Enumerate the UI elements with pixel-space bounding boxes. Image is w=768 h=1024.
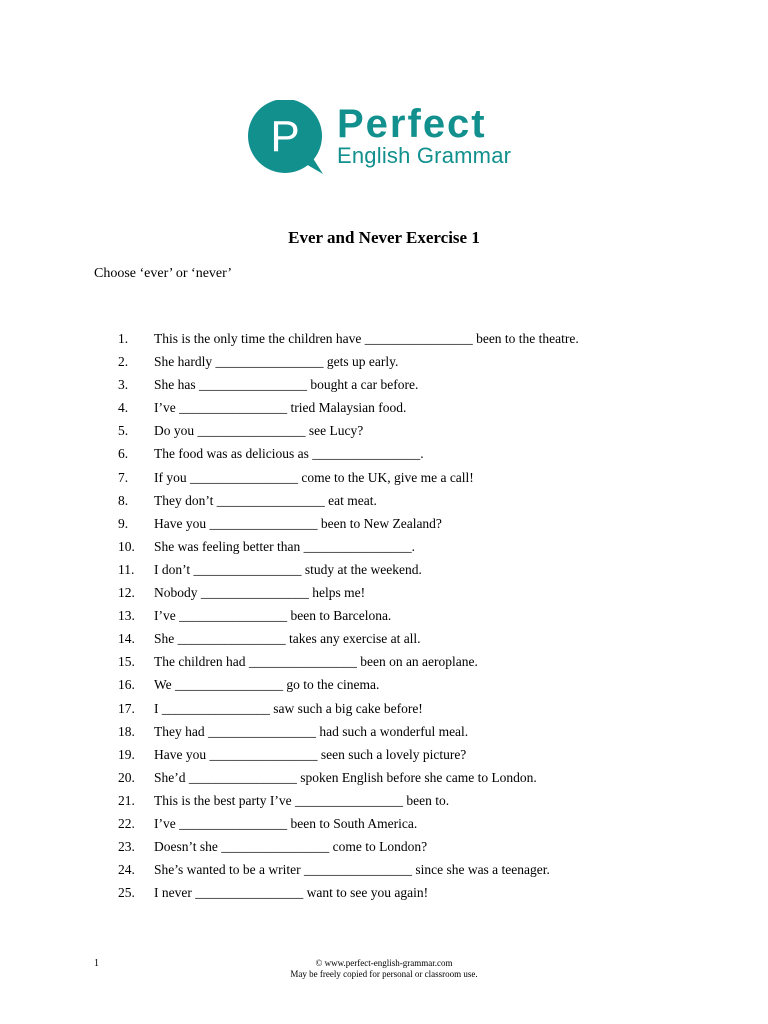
question-number: 17. [118, 700, 135, 716]
question-text: The children had ________________ been on an aeroplane. [154, 654, 478, 670]
question-item [118, 376, 579, 399]
question-text: She has ________________ bought a car before. [154, 377, 419, 393]
question-text: I ________________ saw such a big cake before! [154, 700, 423, 716]
question-number: 19. [118, 746, 135, 762]
question-item [118, 723, 579, 746]
footer [0, 958, 768, 980]
question-text: Nobody ________________ helps me! [154, 585, 366, 601]
question-list [118, 330, 579, 907]
question-number: 11. [118, 561, 135, 577]
logo-wordmark [337, 104, 511, 167]
question-item [118, 538, 579, 561]
question-item [118, 815, 579, 838]
question-item [118, 769, 579, 792]
question-item [118, 676, 579, 699]
question-number: 8. [118, 492, 129, 508]
question-number: 18. [118, 723, 135, 739]
question-number: 6. [118, 446, 129, 462]
question-number: 2. [118, 354, 129, 370]
question-item [118, 861, 579, 884]
question-item [118, 884, 579, 907]
question-item [118, 700, 579, 723]
question-number: 16. [118, 677, 135, 693]
logo-subtitle: English Grammar [337, 143, 512, 168]
question-number: 24. [118, 862, 135, 878]
question-item [118, 515, 579, 538]
question-text: Doesn’t she ________________ come to London? [154, 839, 428, 855]
instruction: Choose ‘ever’ or ‘never’ [94, 266, 232, 281]
question-number: 21. [118, 792, 135, 808]
footer-note: May be freely copied for personal or classroom use. [290, 969, 478, 979]
question-text: She’s wanted to be a writer ________________ since she was a teenager. [154, 862, 550, 878]
question-text: They don’t ________________ eat meat. [154, 492, 377, 508]
question-text: I never ________________ want to see you again! [154, 885, 429, 901]
question-text: I’ve ________________ been to Barcelona. [154, 608, 392, 624]
logo-word: Perfect [337, 102, 487, 146]
question-item [118, 792, 579, 815]
question-text: They had ________________ had such a wonderful meal. [154, 723, 469, 739]
footer-copyright: © www.perfect-english-grammar.com [315, 958, 453, 968]
question-item [118, 607, 579, 630]
page-number: 1 [94, 958, 99, 969]
question-text: We ________________ go to the cinema. [154, 677, 380, 693]
logo-letter: P [270, 112, 300, 161]
question-text: This is the best party I’ve ________________ been to. [154, 792, 450, 808]
question-number: 9. [118, 515, 129, 531]
question-item [118, 492, 579, 515]
question-text: I’ve ________________ tried Malaysian food. [154, 400, 407, 416]
question-text: She’d ________________ spoken English before she came to London. [154, 769, 537, 785]
question-text: Do you ________________ see Lucy? [154, 423, 364, 439]
question-item [118, 561, 579, 584]
question-number: 10. [118, 538, 135, 554]
question-item [118, 746, 579, 769]
question-text: She was feeling better than ________________. [154, 538, 415, 554]
question-number: 15. [118, 654, 135, 670]
question-item [118, 630, 579, 653]
question-item [118, 584, 579, 607]
question-number: 12. [118, 585, 135, 601]
page-title: Ever and Never Exercise 1 [288, 228, 480, 247]
question-number: 20. [118, 769, 135, 785]
question-item [118, 330, 579, 353]
question-text: Have you ________________ seen such a lovely picture? [154, 746, 467, 762]
question-item [118, 353, 579, 376]
question-number: 3. [118, 377, 129, 393]
question-item [118, 653, 579, 676]
question-number: 23. [118, 839, 135, 855]
speech-bubble-logo-icon [243, 100, 333, 176]
question-text: She hardly ________________ gets up early. [154, 354, 399, 370]
question-number: 1. [118, 331, 129, 346]
question-item [118, 445, 579, 468]
question-item [118, 469, 579, 492]
question-number: 4. [118, 400, 129, 416]
question-text: If you ________________ come to the UK, give me a call! [154, 469, 474, 485]
question-number: 13. [118, 608, 135, 624]
question-text: I’ve ________________ been to South America. [154, 815, 418, 831]
question-item [118, 838, 579, 861]
question-number: 14. [118, 631, 135, 647]
question-item [118, 422, 579, 445]
question-item [118, 399, 579, 422]
question-number: 25. [118, 885, 135, 901]
question-number: 5. [118, 423, 129, 439]
question-number: 22. [118, 815, 135, 831]
question-text: This is the only time the children have ________________ been to the theatre. [154, 331, 579, 346]
question-text: I don’t ________________ study at the weekend. [154, 561, 422, 577]
question-text: The food was as delicious as ________________. [154, 446, 424, 462]
question-number: 7. [118, 469, 129, 485]
question-text: She ________________ takes any exercise at all. [154, 631, 421, 647]
question-text: Have you ________________ been to New Zealand? [154, 515, 442, 531]
